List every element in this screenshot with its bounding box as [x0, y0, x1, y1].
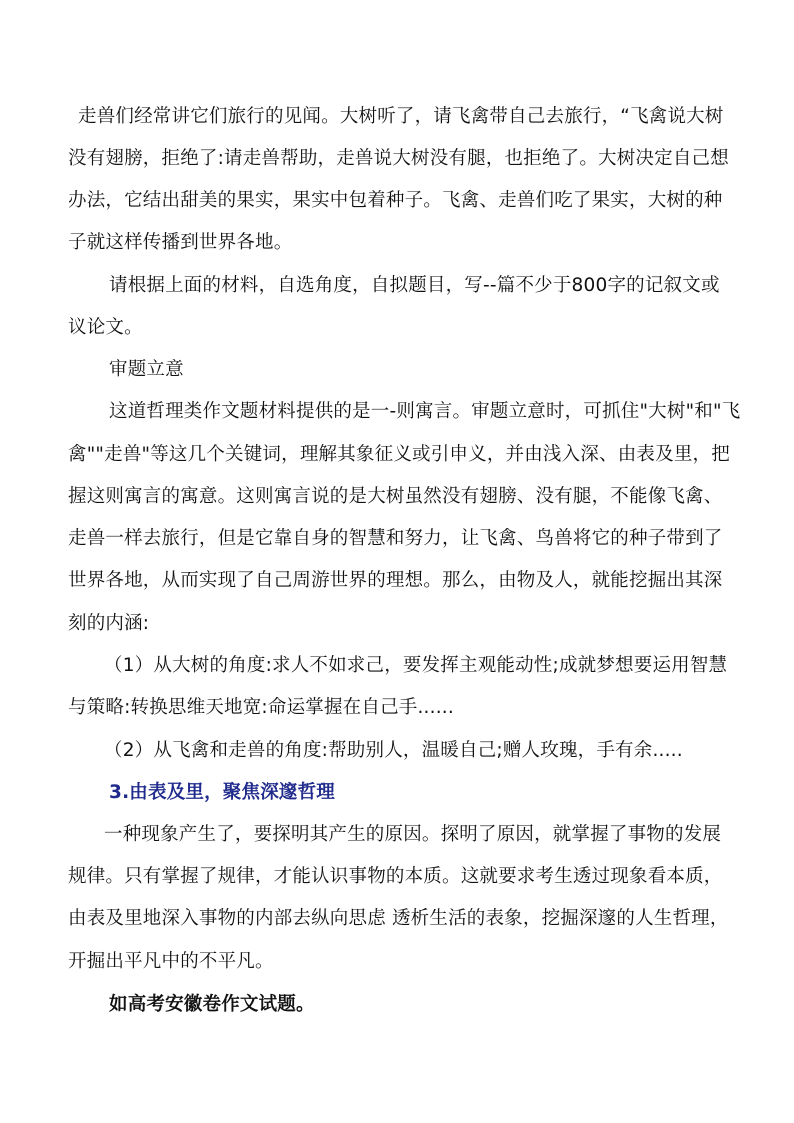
paragraph-3-line-5: 世界各地，从而实现了自己周游世界的理想。那么，由物及人，就能挖掘出其深: [68, 570, 723, 591]
point-2: （2）从飞禽和走兽的角度:帮助别人，温暖自己;赠人玫瑰，手有余.....: [104, 740, 683, 761]
paragraph-1-line-2: 没有翅膀，拒绝了:请走兽帮助，走兽说大树没有腿，也拒绝了。大树决定自己想: [68, 148, 729, 169]
point-1-line-1: （1）从大树的角度:求人不如求己，要发挥主观能动性;成就梦想要运用智慧: [104, 655, 728, 676]
paragraph-4-line-4: 开掘出平凡中的不平凡。: [68, 951, 274, 972]
paragraph-3-line-2: 禽""走兽"等这几个关键词，理解其象征义或引申义，并由浅入深、由表及里，把: [68, 444, 730, 465]
paragraph-4-line-2: 规律。只有掌握了规律，才能认识事物的本质。这就要求考生透过现象看本质，: [68, 866, 723, 887]
paragraph-2-line-1: 请根据上面的材料，自选角度，自拟题目，写--篇不少于800字的记叙文或: [109, 275, 720, 296]
paragraph-2-line-2: 议论文。: [68, 317, 143, 338]
closing-line: 如高考安徽卷作文试题。: [109, 994, 315, 1015]
paragraph-4-line-1: 一种现象产生了，要探明其产生的原因。探明了原因，就掌握了事物的发展: [104, 824, 722, 845]
section-heading: 3.由表及里，聚焦深邃哲理: [109, 782, 336, 803]
point-1-line-2: 与策略:转换思维天地宽:命运掌握在自己手......: [68, 697, 454, 718]
paragraph-3-line-6: 刻的内涵:: [68, 613, 150, 634]
paragraph-1-line-1: 走兽们经常讲它们旅行的见闻。大树听了，请飞禽带自己去旅行，“飞禽说大树: [78, 106, 724, 127]
paragraph-3-line-3: 握这则寓言的寓意。这则寓言说的是大树虽然没有翅膀、没有腿，不能像飞禽、: [68, 486, 723, 507]
paragraph-1-line-4: 子就这样传播到世界各地。: [68, 232, 293, 253]
paragraph-3-line-1: 这道哲理类作文题材料提供的是一-则寓言。审题立意时，可抓住"大树"和"飞: [109, 401, 741, 422]
section-label: 审题立意: [109, 359, 184, 380]
paragraph-1-line-3: 办法，它结出甜美的果实，果实中包着种子。飞禽、走兽们吃了果实，大树的种: [68, 190, 723, 211]
paragraph-4-line-3: 由表及里地深入事物的内部去纵向思虑 透析生活的表象，挖掘深邃的人生哲理，: [68, 908, 729, 929]
paragraph-3-line-4: 走兽一样去旅行，但是它靠自身的智慧和努力，让飞禽、鸟兽将它的种子带到了: [68, 528, 723, 549]
